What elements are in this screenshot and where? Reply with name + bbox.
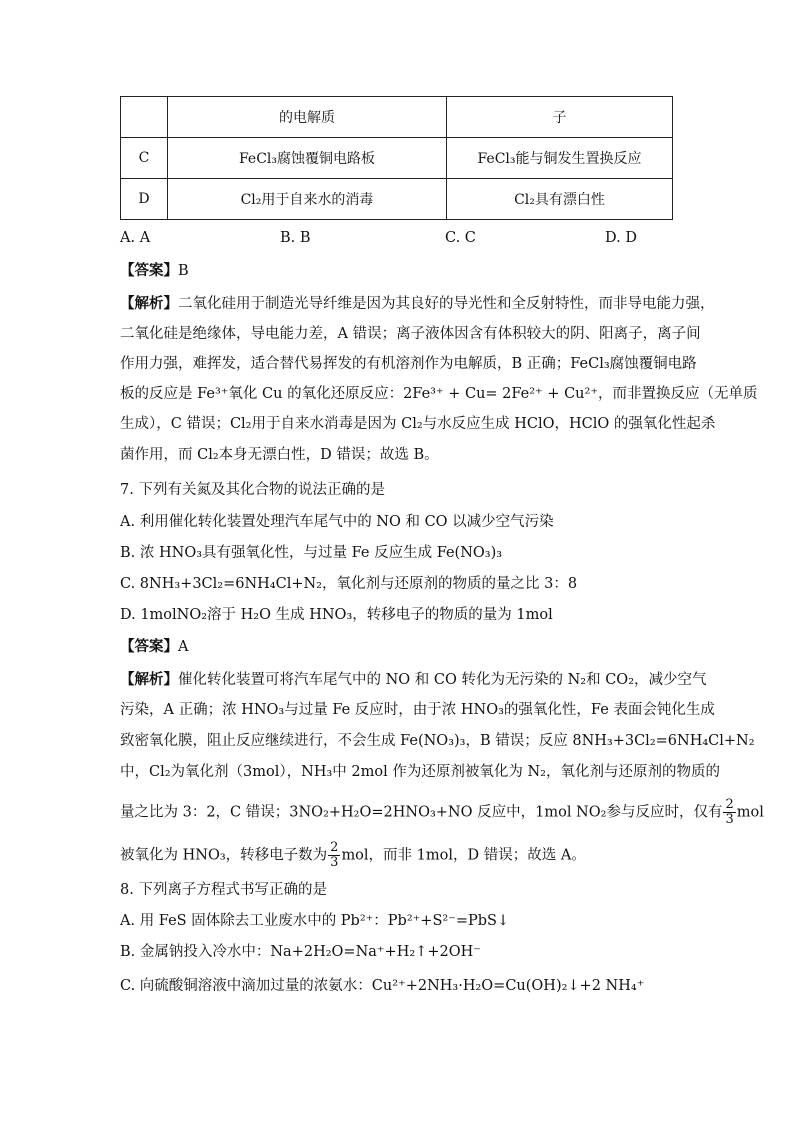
table-cell-application: Cl₂用于自来水的消毒: [168, 179, 447, 220]
fraction-two-thirds: [723, 798, 735, 827]
table-cell-label: D: [121, 179, 168, 220]
fraction-denominator: 3: [725, 812, 734, 827]
options-table: [120, 96, 673, 220]
answer-label: 【答案】: [120, 262, 178, 279]
q6-choices: [120, 230, 680, 250]
choice-a: A. A: [120, 230, 151, 246]
q8-stem: 8. 下列离子方程式书写正确的是: [120, 882, 327, 898]
q6-analysis-line: 作用力强，难挥发，适合替代易挥发的有机溶剂作为电解质，B 正确；FeCl₃腐蚀覆铜电路: [120, 356, 697, 372]
q6-analysis-line: 生成），C 错误；Cl₂用于自来水消毒是因为 Cl₂与水反应生成 HClO，HClO 的强氧化性起杀: [120, 416, 716, 432]
q6-analysis-line: [120, 294, 715, 314]
table-cell-label: [121, 97, 168, 138]
q7-analysis-line: [120, 670, 707, 690]
answer-value: B: [178, 263, 189, 279]
choice-b: B. B: [280, 230, 311, 246]
fraction-two-thirds: [328, 841, 340, 870]
analysis-text: 二氧化硅用于制造光导纤维是因为其良好的导光性和全反射特性，而非导电能力强，: [178, 296, 715, 312]
analysis-text: 被氧化为 HNO₃，转移电子数为: [120, 847, 328, 864]
table-cell-reason: Cl₂具有漂白性: [447, 179, 673, 220]
analysis-label: 【解析】: [120, 671, 178, 688]
q7-analysis-line: [120, 798, 764, 827]
analysis-text: mol，而非 1mol，D 错误；故选 A。: [341, 847, 586, 864]
q6-answer: [120, 261, 189, 281]
q6-analysis-line: 板的反应是 Fe³⁺氧化 Cu 的氧化还原反应：2Fe³⁺ + Cu= 2Fe²⁺ + Cu²⁺，而非置换反应（无单质: [120, 386, 758, 402]
choice-c: C. C: [445, 230, 476, 246]
q7-analysis-line: 污染，A 正确；浓 HNO₃与过量 Fe 反应时，由于浓 HNO₃的强氧化性，Fe 表面会钝化生成: [120, 702, 715, 718]
table-cell-label: C: [121, 138, 168, 179]
analysis-label: 【解析】: [120, 295, 178, 312]
table-cell-application: 的电解质: [168, 97, 447, 138]
q7-stem: 7. 下列有关氮及其化合物的说法正确的是: [120, 482, 385, 498]
q7-analysis-line: 中，Cl₂为氧化剂（3mol），NH₃中 2mol 作为还原剂被氧化为 N₂，氧化剂与还原剂的物质的: [120, 764, 720, 780]
fraction-numerator: 2: [725, 797, 734, 812]
q6-analysis-line: 二氧化硅是绝缘体，导电能力差，A 错误；离子液体因含有体积较大的阴、阳离子，离子间: [120, 326, 701, 342]
q8-option-b: B. 金属钠投入冷水中：Na+2H₂O=Na⁺+H₂↑+2OH⁻: [120, 944, 481, 960]
fraction-denominator: 3: [330, 855, 339, 870]
q7-analysis-line: 致密氧化膜，阻止反应继续进行，不会生成 Fe(NO₃)₃，B 错误；反应 8NH₃+3Cl₂=6NH₄Cl+N₂: [120, 733, 755, 749]
answer-value: A: [178, 639, 189, 655]
table-row: [121, 97, 673, 138]
table-cell-reason: FeCl₃能与铜发生置换反应: [447, 138, 673, 179]
table-row: [121, 179, 673, 220]
table-cell-reason: 子: [447, 97, 673, 138]
q8-option-a: A. 用 FeS 固体除去工业废水中的 Pb²⁺：Pb²⁺+S²⁻=PbS↓: [120, 913, 510, 929]
q7-option-a: A. 利用催化转化装置处理汽车尾气中的 NO 和 CO 以减少空气污染: [120, 514, 554, 530]
answer-label: 【答案】: [120, 638, 178, 655]
q7-analysis-line: [120, 841, 586, 870]
q6-analysis-line: 菌作用，而 Cl₂本身无漂白性，D 错误；故选 B。: [120, 447, 439, 463]
q7-option-b: B. 浓 HNO₃具有强氧化性，与过量 Fe 反应生成 Fe(NO₃)₃: [120, 545, 503, 561]
fraction-numerator: 2: [330, 840, 339, 855]
q7-answer: [120, 637, 188, 657]
choice-d: D. D: [605, 230, 637, 246]
analysis-text: mol: [736, 804, 764, 821]
table-row: [121, 138, 673, 179]
analysis-text: 量之比为 3：2，C 错误；3NO₂+H₂O=2HNO₃+NO 反应中，1mol NO₂参与反应时，仅有: [120, 804, 723, 821]
q8-option-c: C. 向硫酸铜溶液中滴加过量的浓氨水：Cu²⁺+2NH₃·H₂O=Cu(OH)₂↓+2 NH₄⁺: [120, 978, 645, 994]
q7-option-c: C. 8NH₃+3Cl₂=6NH₄Cl+N₂，氧化剂与还原剂的物质的量之比 3：8: [120, 576, 578, 592]
analysis-text: 催化转化装置可将汽车尾气中的 NO 和 CO 转化为无污染的 N₂和 CO₂，减少空气: [178, 672, 707, 688]
table-cell-application: FeCl₃腐蚀覆铜电路板: [168, 138, 447, 179]
q7-option-d: D. 1molNO₂溶于 H₂O 生成 HNO₃，转移电子的物质的量为 1mol: [120, 607, 553, 623]
